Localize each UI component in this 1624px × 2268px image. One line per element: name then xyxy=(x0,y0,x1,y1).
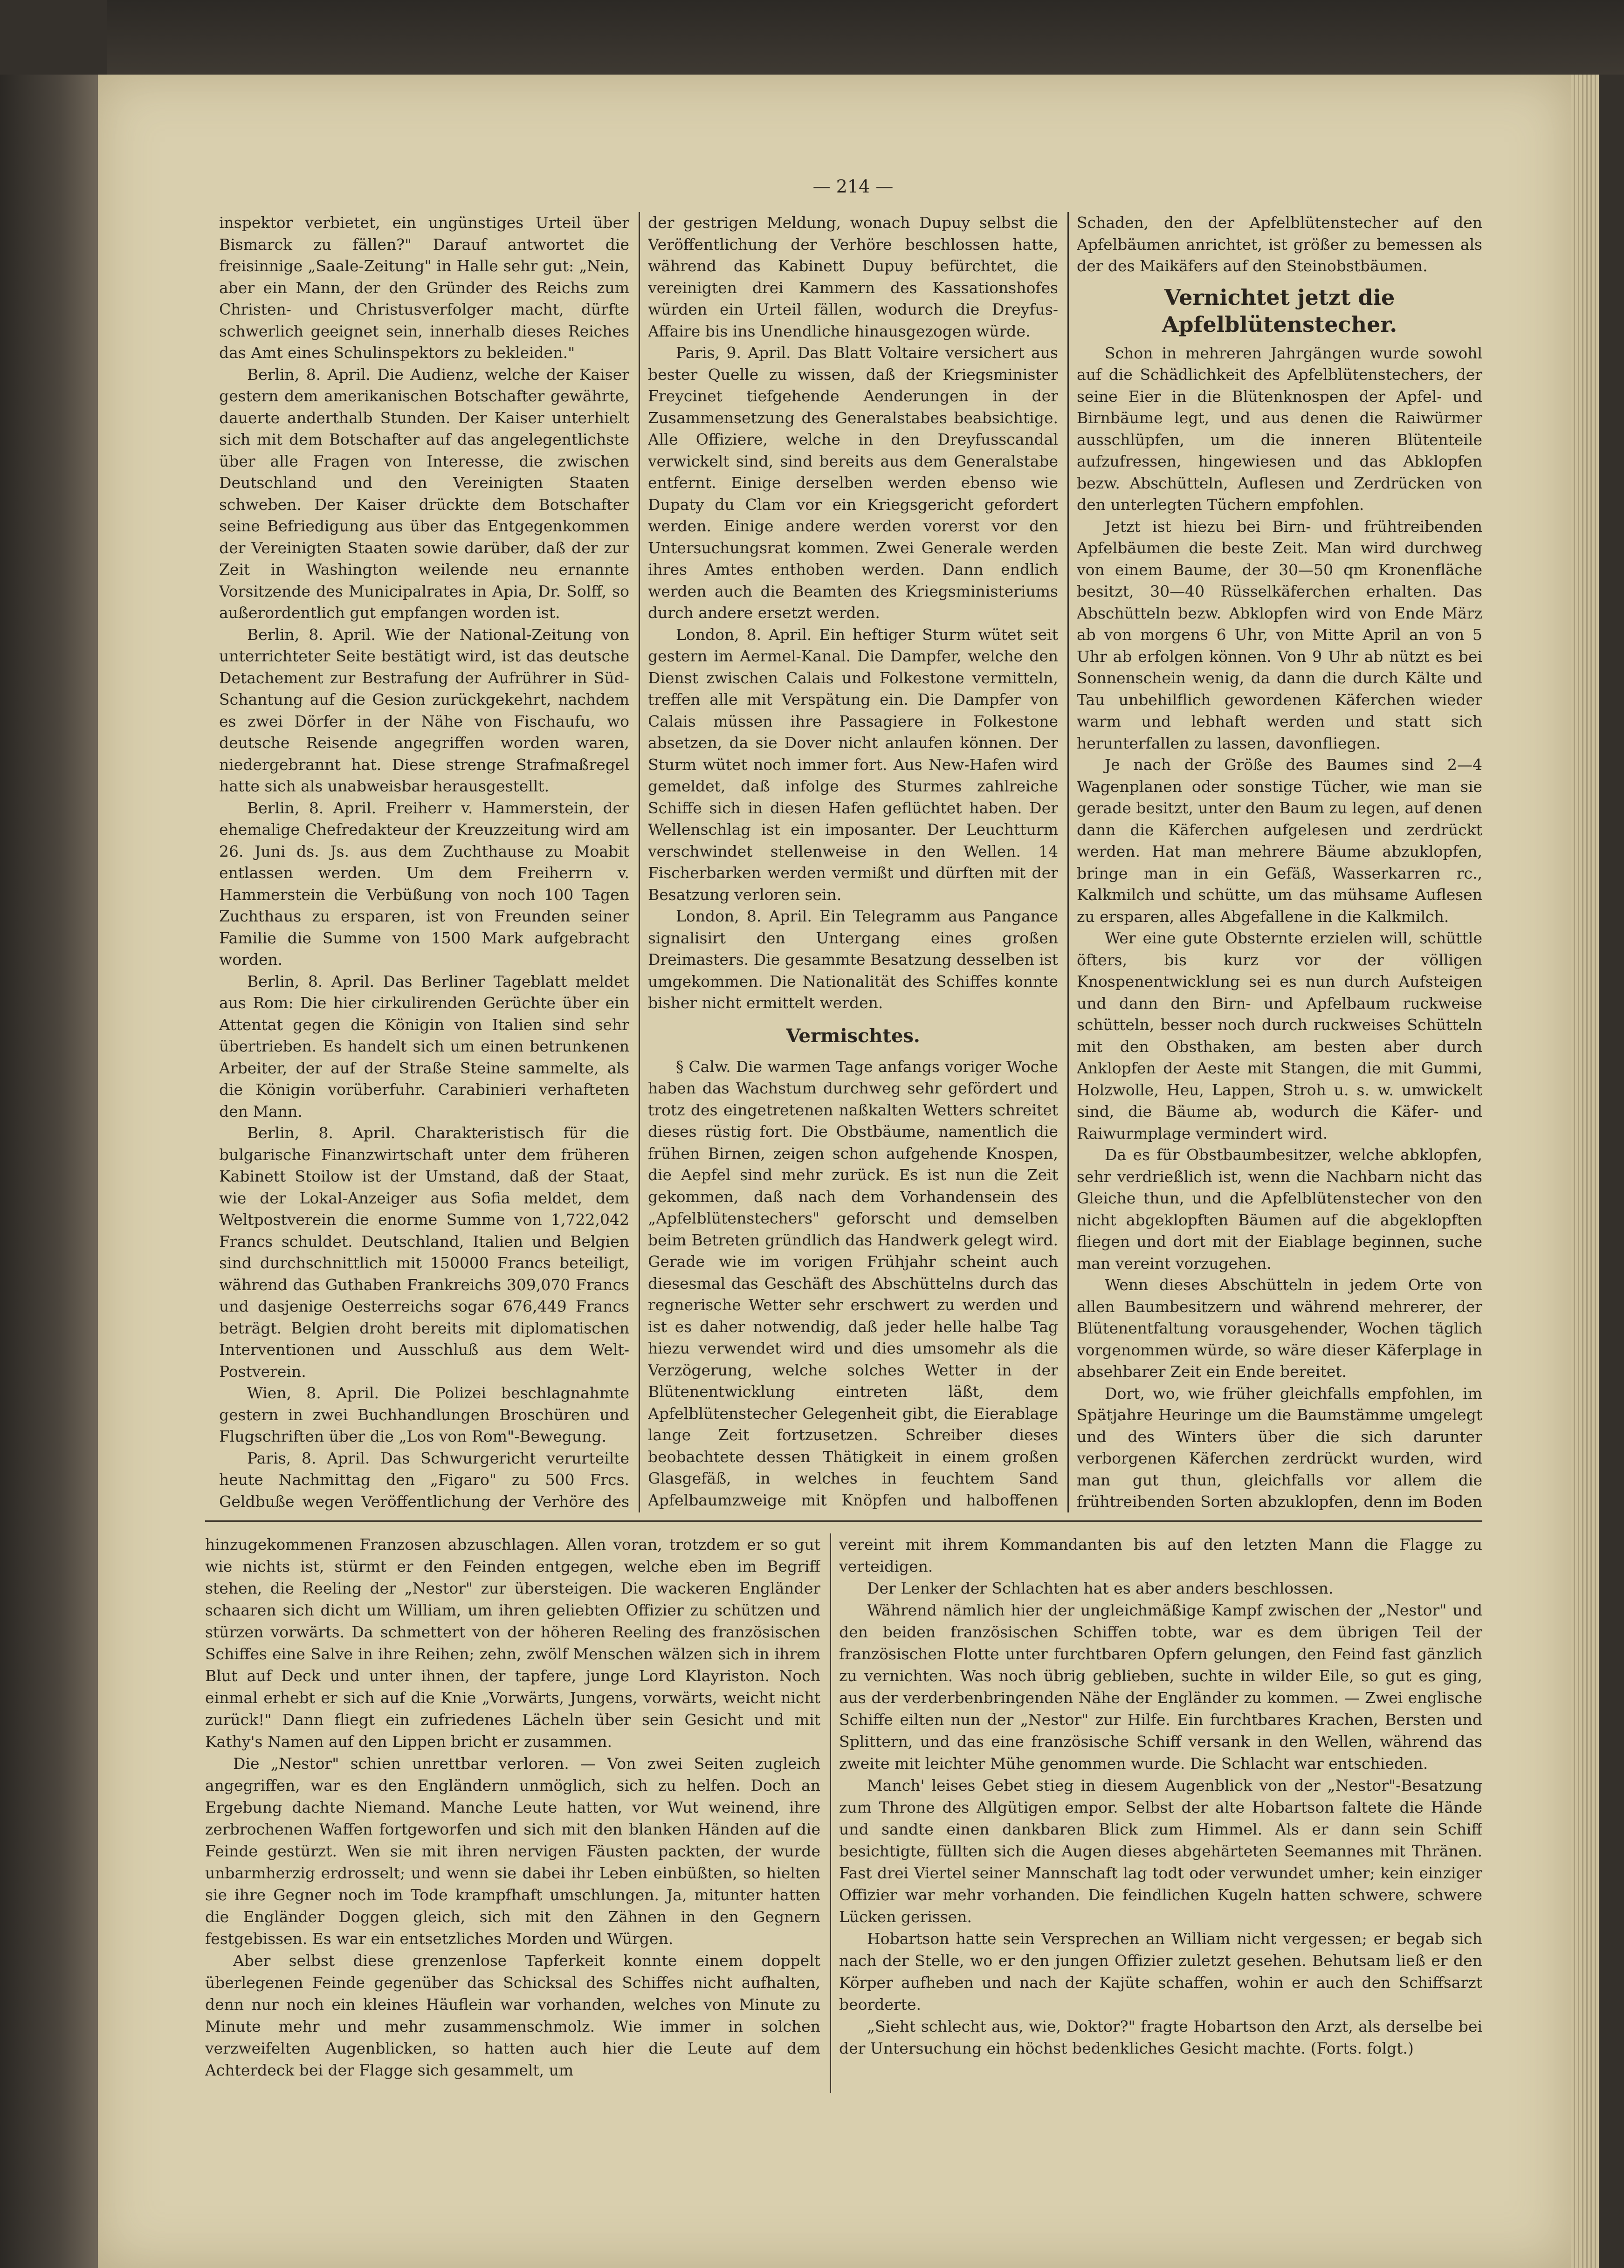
col3-para: Dort, wo, wie früher gleichfalls empfohlen, im Spätjahre Heuringe um die Baumstämme umgelegt und des Winters über die sich darunter verborgenen Käferchen zerdrückt wurden, wird man gut thun, gleichfalls vor allem die frühtreibenden Sorten abzuklopfen, denn im Boden xyxy=(1077,1384,1482,1511)
story-right-column xyxy=(839,1533,1482,2093)
book-binding xyxy=(0,75,107,2268)
col3-para: Wenn dieses Abschütteln in jedem Orte von allen Baumbesitzern und während mehrerer, der Blütenentfaltung vorausgehender, Wochen täglich vorgenommen würde, so wäre dieser Käferplage in absehbarer Zeit ein Ende bereitet. xyxy=(1077,1276,1482,1381)
col1-para: Berlin, 8. April. Charakteristisch für die bulgarische Finanzwirtschaft unter dem früheren Kabinett Stoilow ist der Umstand, daß der Staat, wie der Lokal-Anzeiger aus Sofia meldet, dem Weltpostverein die enorme Summe von 1,722,042 Francs schuldet. Deutschland, Italien und Belgien sind durchschnittlich mit 150000 Francs beteiligt, während das Guthaben Frankreichs 309,070 Francs und dasjenige Oesterreichs sogar 676,449 Francs beträgt. Belgien droht bereits mit diplomatischen Interventionen und Ausschluß aus dem Welt-Postverein. xyxy=(219,1124,629,1381)
col1-para: inspektor verbietet, ein ungünstiges Urteil über Bismarck zu fällen?" Darauf antwortet die freisinnige „Saale-Zeitung" in Halle sehr gut: „Nein, aber ein Mann, der den Gründer des Reichs zum Christen- und Christusverfolger macht, dürfte schwerlich geeignet sein, innerhalb dieses Reiches das Amt eines Schulinspektors zu bekleiden." xyxy=(219,213,629,362)
apfel-heading: Vernichtet jetzt die Apfelblütenstecher. xyxy=(1162,284,1397,337)
column-divider xyxy=(830,1533,831,2093)
col2-misc: § Calw. Die warmen Tage anfangs voriger Woche haben das Wachstum durchweg sehr gefördert und trotz des eingetretenen naßkalten Wetters schreitet dieses rüstig fort. Die Obstbäume, namentlich die frühen Birnen, zeigen schon aufgehende Knospen, die Aepfel sind mehr zurück. Es ist nun die Zeit gekommen, daß nach dem Vorhandensein des „Apfelblütenstechers" geforscht und demselben beim Betreten gründlich das Handwerk gelegt wird. Gerade wie im vorigen Frühjahr scheint auch diesesmal das Geschäft des Abschüttelns durch das regnerische Wetter sehr erschwert zu werden und ist es daher notwendig, daß jeder helle halbe Tag hiezu verwendet wird und dies umsomehr als die Verzögerung, welche solches Wetter in der Blütenentwicklung eintreten läßt, dem Apfelblütenstecher Gelegenheit gibt, die Eierablage lange Zeit fortzusetzen. Schreiber dieses beobachtete dessen Thätigkeit in einem großen Glasgefäß, in welches in feuchtem Sand Apfelbaumzweige mit Knöpfen und halboffenen xyxy=(648,1057,1058,1509)
column-divider xyxy=(1067,212,1069,1512)
col3-para: Jetzt ist hiezu bei Birn- und frühtreibenden Apfelbäumen die beste Zeit. Man wird durchweg von einem Baume, der 30—50 qm Kronenfläche besitzt, 30—40 Rüsselkäferchen erhalten. Das Abschütteln bezw. Abklopfen wird von Ende März ab von morgens 6 Uhr, von Mitte April an von 5 Uhr ab erfolgen können. Von 9 Uhr ab nützt es bei Sonnenschein wenig, da dann die durch Kälte und Tau unbehilflich gewordenen Käferchen wieder warm und lebhaft werden und statt sich herunterfallen zu lassen, davonfliegen. xyxy=(1077,517,1482,752)
col3-para: Je nach der Größe des Baumes sind 2—4 Wagenplanen oder sonstige Tücher, wie man sie gerade besitzt, unter den Baum zu legen, auf denen dann die Käferchen aufgelesen und zerdrückt werden. Hat man mehrere Bäume abzuklopfen, bringe man in ein Gefäß, Wasserkarren rc., Kalkmilch und schütte, um das mühsame Auflesen zu ersparen, alles Abgefallene in die Kalkmilch. xyxy=(1077,756,1482,926)
misc-heading: Vermischtes. xyxy=(786,1024,920,1047)
column-3 xyxy=(1077,212,1482,1512)
story-left-column xyxy=(205,1533,820,2093)
page-number: — 214 — xyxy=(812,176,894,197)
column-2 xyxy=(648,212,1058,1512)
column-divider xyxy=(639,212,640,1512)
scanner-top-edge xyxy=(107,0,1624,75)
story-para: Während nämlich hier der ungleichmäßige Kampf zwischen der „Nestor" und den beiden französischen Schiffen tobte, war es dem übrigen Teil der französischen Flotte unter furchtbaren Opfern gelungen, den Feind fast gänzlich zu vernichten. Was noch übrig geblieben, suchte in wilder Eile, so gut es ging, aus der verderbenbringenden Nähe der Engländer zu kommen. — Zwei englische Schiffe eilten nun der „Nestor" zur Hilfe. Ein furchtbares Krachen, Bersten und Splittern, und das eine französische Schiff versank in den Wellen, während das zweite mit leichter Mühe genommen wurde. Die Schlacht war entschieden. xyxy=(839,1601,1482,1773)
story-para: vereint mit ihrem Kommandanten bis auf den letzten Mann die Flagge zu verteidigen. xyxy=(839,1535,1482,1575)
col1-para: Berlin, 8. April. Die Audienz, welche der Kaiser gestern dem amerikanischen Botschafter gewährte, dauerte anderthalb Stunden. Der Kaiser unterhielt sich mit dem Botschafter auf das angelegentlichste über alle Fragen von Interesse, die zwischen Deutschland und den Vereinigten Staaten schweben. Der Kaiser drückte dem Botschafter seine Befriedigung aus über das Entgegenkommen der Vereinigten Staaten sowie darüber, daß der zur Zeit in Washington weilende neu ernannte Vorsitzende des Municipalrates in Apia, Dr. Solff, so außerordentlich gut empfangen worden ist. xyxy=(219,365,629,622)
story-para: Aber selbst diese grenzenlose Tapferkeit konnte einem doppelt überlegenen Feinde gegenüber das Schicksal des Schiffes nicht aufhalten, denn nur noch ein kleines Häuflein war vorhanden, welches von Minute zu Minute mehr und mehr zusammenschmolz. Wie immer in solchen verzweifelten Augenblicken, so hatten auch hier die Leute auf dem Achterdeck bei der Flagge sich gesammelt, um xyxy=(205,1952,820,2079)
col3-para: Da es für Obstbaumbesitzer, welche abklopfen, sehr verdrießlich ist, wenn die Nachbarn nicht das Gleiche thun, und die Apfelblütenstecher von den nicht abgeklopften Bäumen auf die abgeklopften fliegen und dort mit der Eiablage beginnen, suche man vereint vorzugehen. xyxy=(1077,1146,1482,1272)
col3-intro: Schaden, den der Apfelblütenstecher auf den Apfelbäumen anrichtet, ist größer zu bemessen als der des Maikäfers auf den Steinobstbäumen. xyxy=(1077,213,1482,275)
column-1 xyxy=(219,212,629,1512)
story-para: hinzugekommenen Franzosen abzuschlagen. Allen voran, trotzdem er so gut wie nichts ist, stürmt er den Feinden entgegen, welche eben im Begriff stehen, die Reeling der „Nestor" zur übersteigen. Die wackeren Engländer schaaren sich dicht um William, um ihren geliebten Offizier zu schützen und stürzen vorwärts. Da schmettert von der höheren Reeling des französischen Schiffes eine Salve in ihre Reihen; zehn, zwölf Menschen wälzen sich in ihrem Blut auf Deck und unter ihnen, der tapfere, junge Lord Klayriston. Noch einmal erhebt er sich auf die Knie „Vorwärts, Jungens, vorwärts, weicht nicht zurück!" Dann fliegt ein zufriedenes Lächeln über sein Gesicht und mit Kathy's Namen auf den Lippen bricht er zusammen. xyxy=(205,1535,820,1751)
story-para: Manch' leises Gebet stieg in diesem Augenblick von der „Nestor"-Besatzung zum Throne des Allgütigen empor. Selbst der alte Hobartson faltete die Hände und sandte einen dankbaren Blick zum Himmel. Als er dann sein Schiff besichtigte, füllten sich die Augen dieses abgehärteten Seemannes mit Thränen. Fast drei Viertel seiner Mannschaft lag todt oder verwundet umher; kein einziger Offizier war mehr vorhanden. Die feindlichen Kugeln hatten schwere, schwere Lücken gerissen. xyxy=(839,1776,1482,1926)
col2-para: der gestrigen Meldung, wonach Dupuy selbst die Veröffentlichung der Verhöre beschlossen hatte, während das Kabinett Dupuy befürchtet, die vereinigten drei Kammern des Kassationshofes würden ein Urteil fällen, wodurch die Dreyfus-Affaire bis ins Unendliche hinausgezogen würde. xyxy=(648,213,1058,340)
story-para: Der Lenker der Schlachten hat es aber anders beschlossen. xyxy=(867,1579,1334,1597)
col2-para: London, 8. April. Ein Telegramm aus Pangance signalisirt den Untergang eines großen Dreimasters. Die gesammte Besatzung desselben ist umgekommen. Die Nationalität des Schiffes konnte bisher nicht ermittelt werden. xyxy=(648,907,1058,1012)
col1-para: Wien, 8. April. Die Polizei beschlagnahmte gestern in zwei Buchhandlungen Broschüren und Flugschriften über die „Los von Rom"-Bewegung. xyxy=(219,1384,629,1445)
story-para: Hobartson hatte sein Versprechen an William nicht vergessen; er begab sich nach der Stelle, wo er den jungen Offizier zuletzt gesehen. Behutsam ließ er den Körper aufheben und nach der Kajüte schaffen, wohin er auch den Schiffsarzt beorderte. xyxy=(839,1930,1482,2014)
col1-para: Berlin, 8. April. Das Berliner Tageblatt meldet aus Rom: Die hier cirkulirenden Gerüchte über ein Attentat gegen die Königin von Italien sind sehr übertrieben. Es handelt sich um einen betrunkenen Arbeiter, der auf der Straße Steine sammelte, als die Königin vorüberfuhr. Carabinieri verhafteten den Mann. xyxy=(219,972,629,1120)
col3-para: Wer eine gute Obsternte erzielen will, schüttle öfters, bis kurz vor der völligen Knospenentwicklung sei es nun durch Aufsteigen und dann den Birn- und Apfelbaum ruckweise schütteln, besser noch durch ruckweises Schütteln mit den Obsthaken, am besten aber durch Anklopfen der Aeste mit Stangen, die mit Gummi, Holzwolle, Heu, Lappen, Stroh u. s. w. umwickelt sind, die Bäume ab, wodurch die Käfer- und Raiwurmplage vermindert wird. xyxy=(1077,929,1482,1142)
feuilleton-rule xyxy=(205,1520,1482,1522)
col2-para: London, 8. April. Ein heftiger Sturm wütet seit gestern im Aermel-Kanal. Die Dampfer, welche den Dienst zwischen Calais und Folkestone vermitteln, treffen alle mit Verspätung ein. Die Dampfer von Calais müssen ihre Passagiere in Folkestone absetzen, da sie Dover nicht anlaufen können. Der Sturm wütet noch immer fort. Aus New-Hafen wird gemeldet, daß infolge des Sturmes zahlreiche Schiffe sich in diesen Hafen geflüchtet haben. Der Wellenschlag ist ein imposanter. Der Leuchtturm verschwindet stellenweise in den Wellen. 14 Fischerbarken werden vermißt und dürften mit der Besatzung verloren sein. xyxy=(648,625,1058,904)
story-para: „Sieht schlecht aus, wie, Doktor?" fragte Hobartson den Arzt, als derselbe bei der Untersuchung ein höchst bedenkliches Gesicht machte. (Forts. folgt.) xyxy=(839,2017,1482,2057)
col3-para: Schon in mehreren Jahrgängen wurde sowohl auf die Schädlichkeit des Apfelblütenstechers, der seine Eier in die Blütenknospen der Apfel- und Birnbäume legt, und aus denen die Raiwürmer ausschlüpfen, um die inneren Blütenteile aufzufressen, hingewiesen und das Abklopfen bezw. Abschütteln, Auflesen und Zerdrücken von den unterlegten Tüchern empfohlen. xyxy=(1077,344,1482,514)
col1-para: Berlin, 8. April. Wie der National-Zeitung von unterrichteter Seite bestätigt wird, ist das deutsche Detachement zur Bestrafung der Aufrührer in Süd-Schantung auf die Gesion zurückgekehrt, nachdem es zwei Dörfer in der Nähe von Fischaufu, wo deutsche Reisende angegriffen worden waren, niedergebrannt hat. Diese strenge Strafmaßregel hatte sich als unabweisbar herausgestellt. xyxy=(219,625,629,795)
page-stack-edge xyxy=(1571,75,1599,2268)
story-para: Die „Nestor" schien unrettbar verloren. — Von zwei Seiten zugleich angegriffen, war es den Engländern unmöglich, sich zu helfen. Doch an Ergebung dachte Niemand. Manche Leute hatten, vor Wut weinend, ihre zerbrochenen Waffen fortgeworfen und sich mit den blanken Händen auf die Feinde gestürzt. Wen sie mit ihren nervigen Fäusten packten, der wurde unbarmherzig erdrosselt; und wenn sie dabei ihr Leben einbüßten, so hielten sie ihre Gegner noch im Tode krampfhaft umschlungen. Ja, mitunter hatten die Engländer Doggen gleich, sich mit den Zähnen in den Gegnern festgebissen. Es war ein entsetzliches Morden und Würgen. xyxy=(205,1754,820,1948)
col1-para: Berlin, 8. April. Freiherr v. Hammerstein, der ehemalige Chefredakteur der Kreuzzeitung wird am 26. Juni ds. Js. aus dem Zuchthause zu Moabit entlassen werden. Um dem Freiherrn v. Hammerstein die Verbüßung von noch 100 Tagen Zuchthaus zu ersparen, ist von Freunden seiner Familie die Summe von 1500 Mark aufgebracht worden. xyxy=(219,798,629,969)
col1-para: Paris, 8. April. Das Schwurgericht verurteilte heute Nachmittag den „Figaro" zu 500 Frcs. Geldbuße wegen Veröffentlichung der Verhöre des xyxy=(219,1449,629,1511)
col2-para: Paris, 9. April. Das Blatt Voltaire versichert aus bester Quelle zu wissen, daß der Kriegsminister Freycinet tiefgehende Aenderungen in der Zusammensetzung des Generalstabes beabsichtige. Alle Offiziere, welche in den Dreyfusscandal verwickelt sind, sind bereits aus dem Generalstabe entfernt. Einige derselben werden ebenso wie Dupaty du Clam vor ein Kriegsgericht gefordert werden. Einige andere werden vorerst vor den Untersuchungsrat kommen. Zwei Generale werden ihres Amtes enthoben werden. Dann endlich werden auch die Beamten des Kriegsministeriums durch andere ersetzt werden. xyxy=(648,344,1058,622)
